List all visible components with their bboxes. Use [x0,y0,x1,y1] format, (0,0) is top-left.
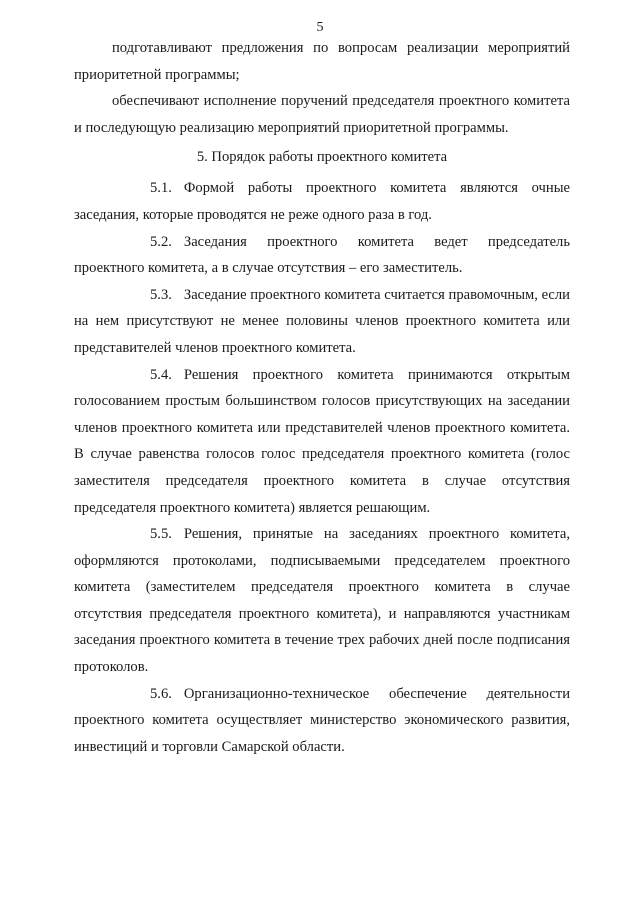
clause-5-2 [74,229,570,282]
clause-5-4 [74,362,570,522]
paragraph-execution: обеспечивают исполнение поручений председателя проектного комитета и последующую реализацию мероприятий приоритетной программы. [74,93,570,136]
clause-number: 5.6. [150,685,172,702]
clause-number: 5.5. [150,526,172,543]
clause-text: Заседания проектного комитета ведет председатель проектного комитета, а в случае отсутствия – его заместитель. [74,233,570,277]
section-heading: 5. Порядок работы проектного комитета [196,149,448,166]
clause-number: 5.1. [150,180,172,197]
clause-number: 5.3. [150,286,172,303]
clause-text: Формой работы проектного комитета являются очные заседания, которые проводятся не реже одного раза в год. [74,180,570,223]
clause-text: Организационно-техническое обеспечение деятельности проектного комитета осуществляет министерство экономического развития, инвестиций и торговли Самарской области. [74,685,570,755]
document-body [74,35,570,760]
clause-5-1 [74,175,570,228]
clause-5-5 [74,521,570,681]
clause-number: 5.4. [150,366,172,383]
clause-text: Решения проектного комитета принимаются открытым голосованием простым большинством голосов присутствующих на заседании членов проектного комитета или представителей членов проектного комитета. В случае равенства голосов голос председателя проектного комитета (голос заместителя председателя проектного комитета в случае отсутствия председателя проектного комитета) является решающим. [74,366,570,516]
clause-number: 5.2. [150,233,172,250]
clause-5-6 [74,681,570,761]
clause-text: Решения, принятые на заседаниях проектного комитета, оформляются протоколами, подписываемыми председателем проектного комитета (заместителем председателя проектного комитета в случае отсутствия председателя проектного комитета), и направляются участникам заседания проектного комитета в течение трех рабочих дней после подписания протоколов. [74,526,570,676]
paragraph-proposals: подготавливают предложения по вопросам реализации мероприятий приоритетной программы; [74,40,570,83]
page-number: 5 [316,20,324,35]
clause-text: Заседание проектного комитета считается правомочным, если на нем присутствуют не менее половины членов проектного комитета или представителей членов проектного комитета. [74,286,570,356]
clause-5-3 [74,282,570,362]
